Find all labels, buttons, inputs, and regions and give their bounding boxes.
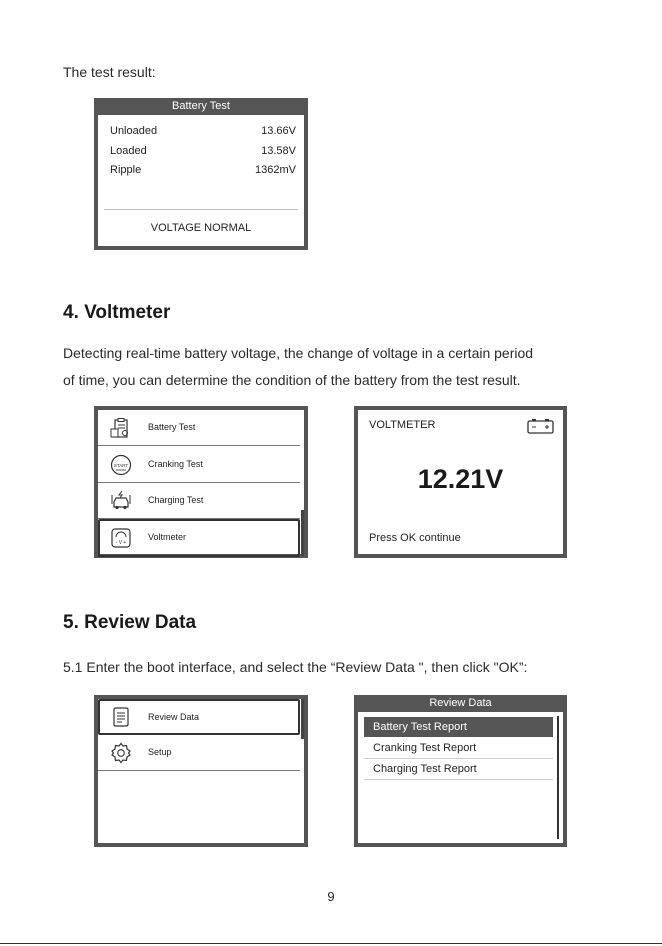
- cranking-test-icon: [110, 454, 132, 476]
- gear-icon: [110, 742, 132, 764]
- section-4-heading: 4. Voltmeter: [63, 302, 171, 323]
- scrollbar[interactable]: [301, 699, 304, 739]
- unloaded-value: 13.66V: [261, 125, 296, 137]
- menu-label-setup: Setup: [148, 747, 172, 757]
- voltmeter-icon: [110, 527, 132, 549]
- intro-text: The test result:: [63, 64, 156, 80]
- menu-item-battery-test[interactable]: [98, 410, 300, 446]
- unloaded-label: Unloaded: [110, 125, 158, 137]
- footer-rule: [0, 943, 662, 944]
- section-4-paragraph-line-2: of time, you can determine the condition of the battery from the test result.: [63, 372, 521, 388]
- menu-item-charging-test[interactable]: [98, 483, 300, 519]
- ripple-value: 1362mV: [255, 164, 296, 176]
- press-ok-prompt: Press OK continue: [369, 532, 461, 544]
- section-5-heading: 5. Review Data: [63, 612, 197, 633]
- ripple-label: Ripple: [110, 164, 142, 176]
- review-data-screen: [354, 695, 567, 847]
- battery-test-screen: [94, 98, 308, 250]
- svg-text:- V +: - V +: [115, 540, 127, 546]
- scrollbar[interactable]: [301, 510, 304, 556]
- voltmeter-screen: [354, 406, 567, 558]
- main-menu-screen: [94, 406, 308, 558]
- menu-item-voltmeter[interactable]: [98, 519, 300, 557]
- voltage-status: VOLTAGE NORMAL: [150, 222, 252, 234]
- report-item-cranking-test[interactable]: Cranking Test Report: [364, 738, 553, 759]
- menu-label-cranking-test: Cranking Test: [148, 459, 203, 469]
- battery-test-title: Battery Test: [94, 98, 308, 115]
- menu-item-setup[interactable]: [98, 735, 300, 771]
- menu-item-review-data[interactable]: [98, 699, 300, 735]
- scrollbar[interactable]: [557, 716, 559, 839]
- voltmeter-title: VOLTMETER: [369, 419, 436, 431]
- menu-label-review-data: Review Data: [148, 712, 200, 722]
- menu-label-battery-test: Battery Test: [148, 422, 196, 432]
- section-5-instruction: 5.1 Enter the boot interface, and select the “Review Data ", then click "OK”:: [63, 659, 528, 675]
- battery-icon: [527, 418, 554, 434]
- section-4-paragraph-line-1: Detecting real-time battery voltage, the change of voltage in a certain period: [63, 345, 534, 361]
- loaded-label: Loaded: [110, 145, 147, 157]
- charging-test-icon: [110, 490, 132, 512]
- battery-test-icon: [110, 417, 132, 439]
- voltage-reading: 12.21V: [417, 464, 504, 494]
- menu-item-cranking-test[interactable]: [98, 447, 300, 483]
- review-data-title: Review Data: [354, 695, 567, 712]
- svg-text:START: START: [113, 463, 129, 468]
- loaded-value: 13.58V: [261, 145, 296, 157]
- report-item-charging-test[interactable]: Charging Test Report: [364, 759, 553, 780]
- report-item-battery-test[interactable]: Battery Test Report: [364, 717, 553, 737]
- menu-label-charging-test: Charging Test: [148, 495, 204, 505]
- divider: [104, 209, 298, 210]
- review-data-icon: [110, 706, 132, 728]
- menu-label-voltmeter: Voltmeter: [148, 532, 187, 542]
- page-number: 9: [327, 889, 335, 904]
- boot-menu-screen: [94, 695, 308, 847]
